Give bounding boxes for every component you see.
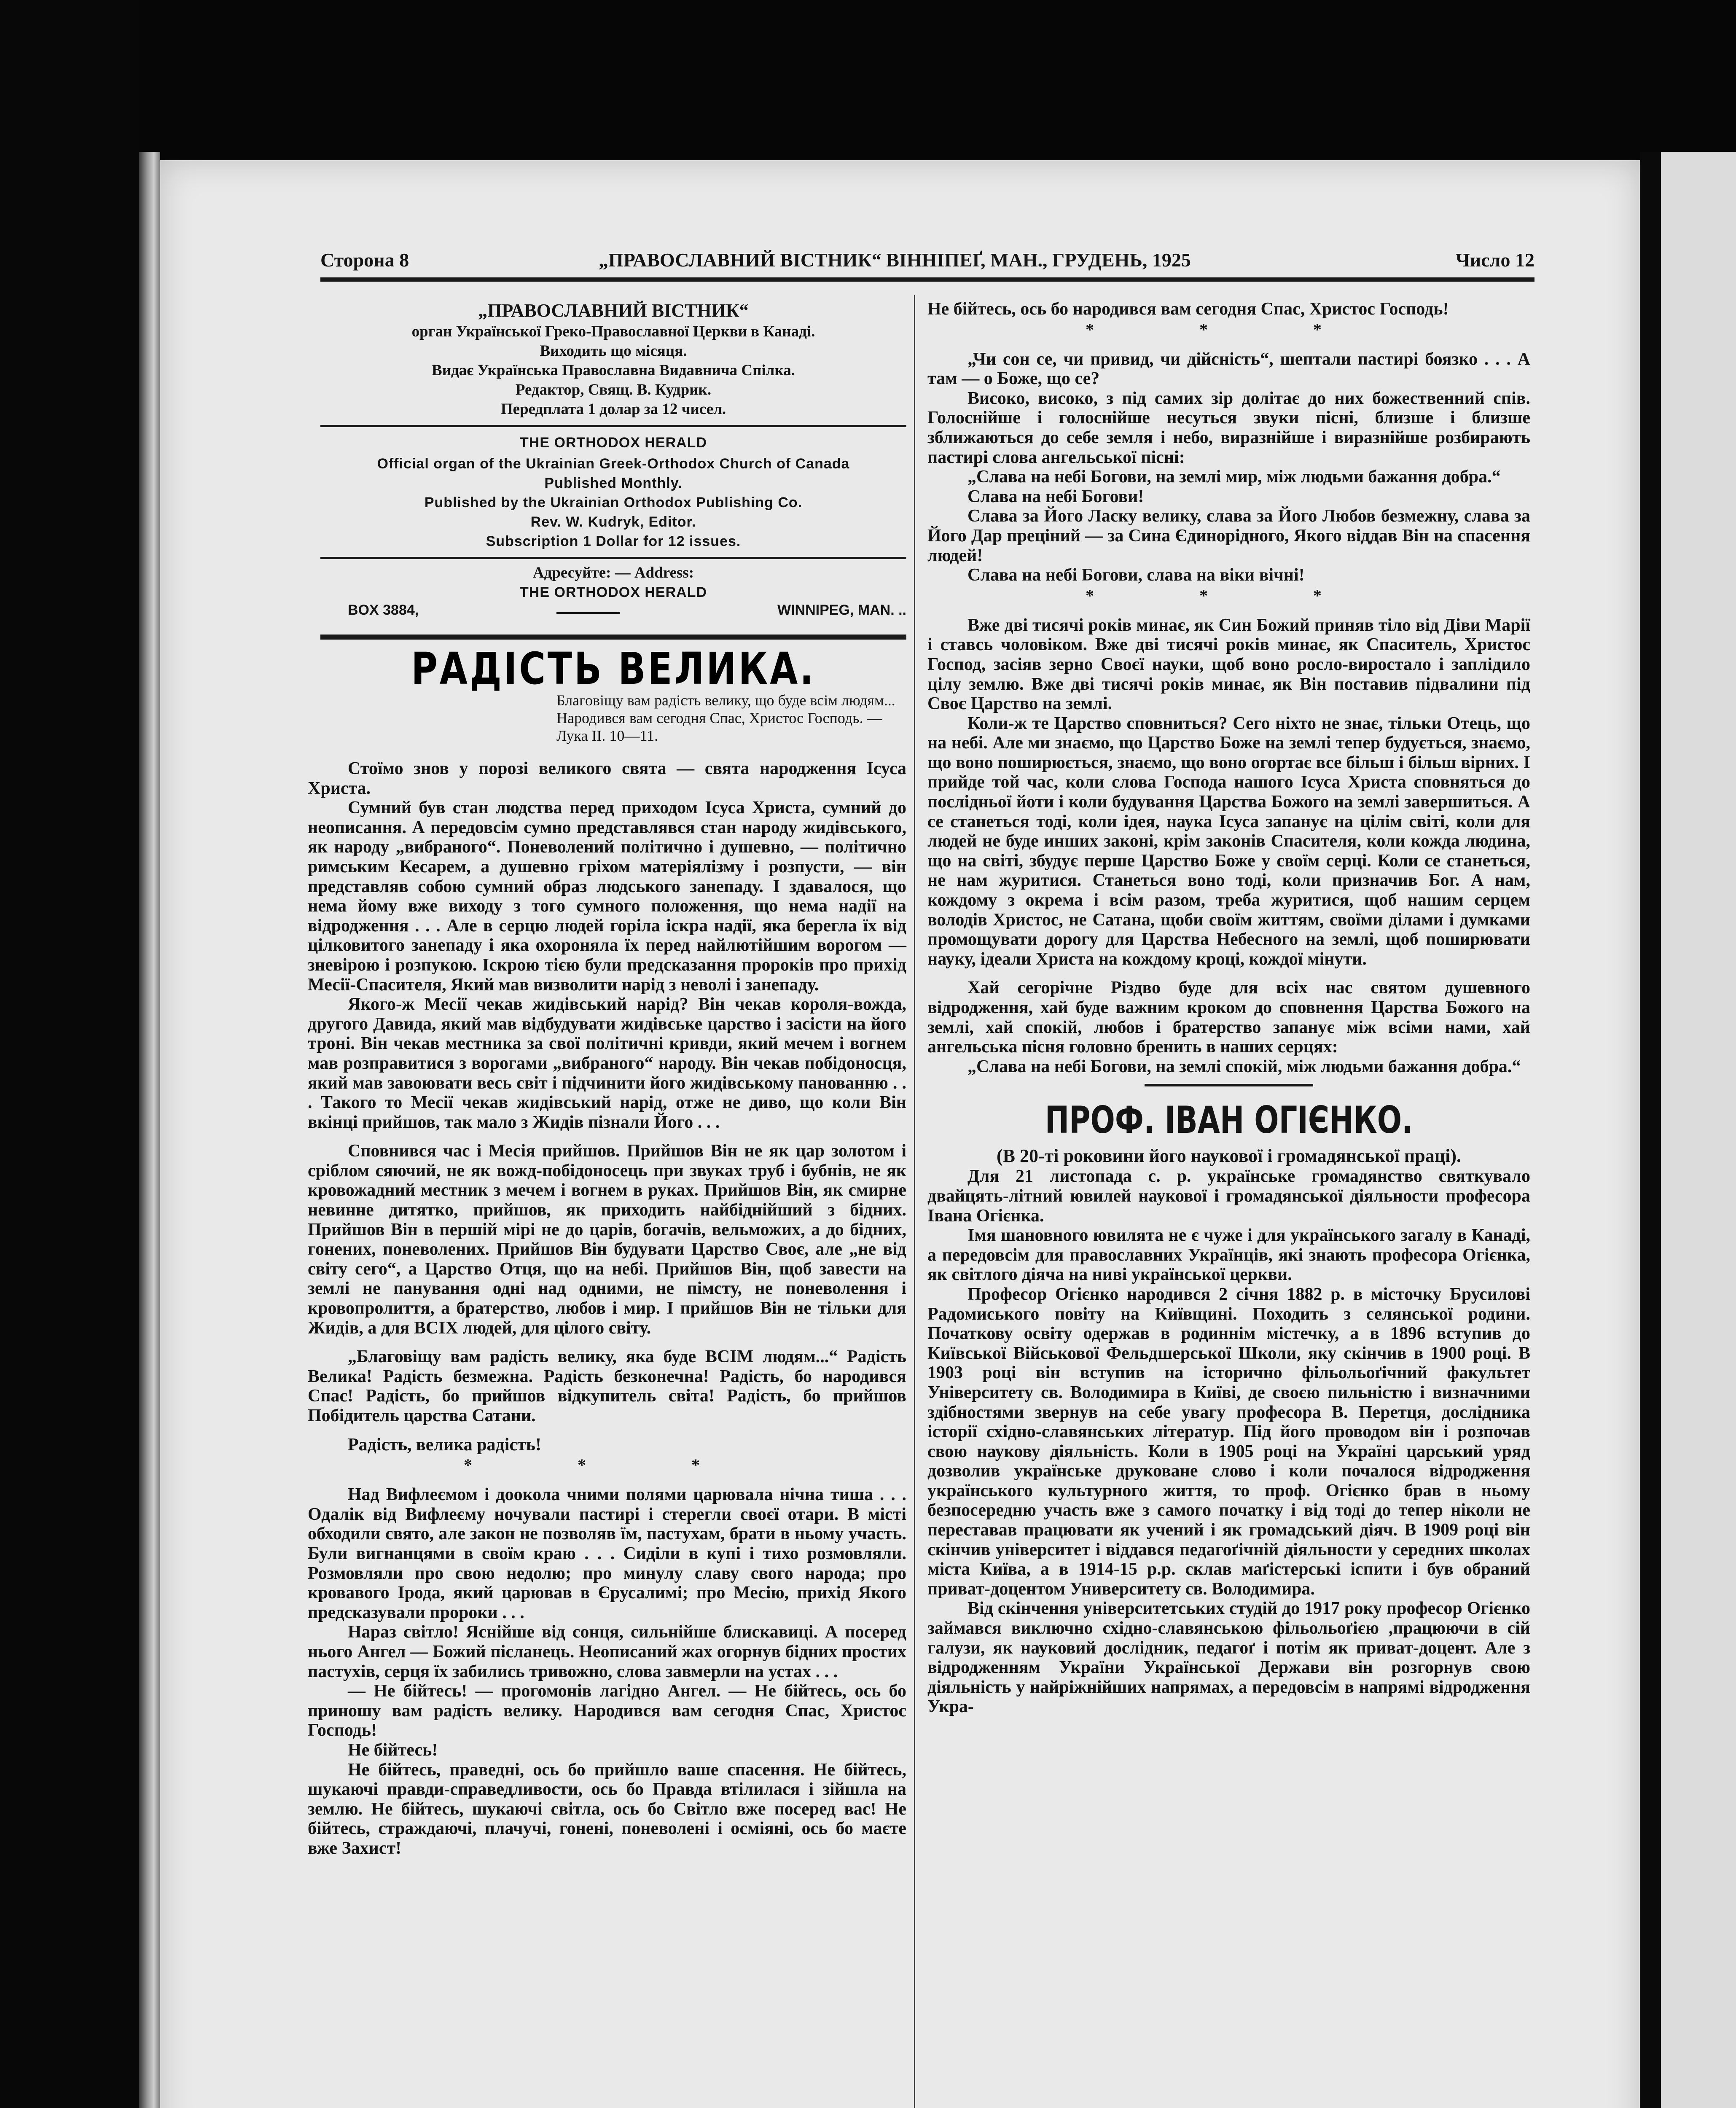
paragraph: „Слава на небі Богови, на землі мир, між людьми бажання добра.“ xyxy=(967,467,1501,487)
masthead-en-line: Published by the Ukrainian Orthodox Publishing Co. xyxy=(424,495,803,511)
masthead-en-title: THE ORTHODOX HERALD xyxy=(520,435,707,451)
address-city: WINNIPEG, MAN. .. xyxy=(777,602,906,618)
paragraph: Нараз світло! Яснійше від сонця, сильнійше блискавиці. А посеред нього Ангел — Божий післанець. Неописаний жах огорнув бідних простих пастухів, серця їх забились тривожно, слова завмерли на устах . . . xyxy=(308,1622,906,1681)
issue-number: Число 12 xyxy=(1456,249,1534,271)
masthead-en-line: Subscription 1 Dollar for 12 issues. xyxy=(486,533,741,549)
paragraph: Професор Огієнко народився 2 січня 1882 р. в місточку Брусилові Радомиського повіту на Київщині. Походить з селянської родини. Початкову освіту одержав в родиннім містечку, а в 1896 вступив до Київської Військової Фельдшерської Школи, яку скінчив в 1900 році. В 1903 році він вступив на історично фільольоґічний факультет Університету св. Володимира в Київі, де своєю пильністю і визначними здібностями звернув на себе увагу професора В. Перетця, дослідника історії східно-славянських літератур. Під його проводом він і розпочав свою наукову діяльність. Коли в 1905 році на Україні царський уряд дозволив українське друковане слово і коли почалося відродження українського культурного життя, то проф. Огієнко брав в ньому безпосередню участь вже з самого початку і від тоді до тепер ніколи не переставав працювати як учений і як громадський діяч. В 1909 році він скінчив університет і віддався педагоґічній діяльности у середних школах міста Київа, а в 1914-15 р.р. склав маґістерські іспити і був обраний приват-доцентом Университету св. Володимира. xyxy=(927,1284,1530,1599)
article-separator xyxy=(1145,1084,1313,1086)
masthead-ua-line: Виходить що місяця. xyxy=(540,342,687,360)
paragraph: Сповнився час і Месія прийшов. Прийшов Він не як цар золотом і сріблом сяючий, не як вожд-побідоносець при звуках труб і бубнів, не як кровожадний местник з мечем і вогнем в руках. Прийшов Він, як смирне невинне дитятко, прийшов, як приходить найбіднійший з бідних. Прийшов Він в першій мірі не до царів, богачів, вельможих, а до бідних, гонених, поневолених. Прийшов Він будувати Царство Своє, але „не від світу сего“, а Царство Отця, що на небі. Прийшов Він, щоб завести на землі не панування одні над одними, не пімсту, не поневолення і кровопролиття, а братерство, любов і мир. І прийшов Він не тільки для Жидів, а для ВСІХ людей, для цілого світу. xyxy=(308,1141,906,1338)
masthead-en-line: Official organ of the Ukrainian Greek-Orthodox Church of Canada xyxy=(377,456,850,472)
paragraph: Радість, велика радість! xyxy=(348,1435,541,1455)
box-number: BOX 3884, xyxy=(348,602,419,618)
next-page-edge xyxy=(1661,152,1736,2108)
right-column xyxy=(927,299,1530,1717)
paragraph: Слава на небі Богови, слава на віки вічні! xyxy=(967,565,1305,585)
masthead-ua-title: „ПРАВОСЛАВНИЙ ВІСТНИК“ xyxy=(478,300,749,321)
paragraph: Над Вифлеємом і доокола чними полями царювала нічна тиша . . . Одалік від Вифлеєму ночували пастирі і стерегли своєї отари. В місті обходили свято, але закон не позволяв їм, пастухам, брати в ньому участь. Були вигнанцями в своїм краю . . . Сиділи в купі і тихо розмовляли. Розмовляли про свою недолю; про минулу славу свого народа; про кровавого Ірода, який царював в Єрусалимі; про Месію, прихід Якого предсказували пророки . . . xyxy=(308,1485,906,1622)
masthead-ua-line: Редактор, Свящ. В. Кудрик. xyxy=(515,381,712,398)
ogienko-headline: ПРОФ. ІВАН ОГІЄНКО. xyxy=(1045,1098,1413,1142)
masthead-rule xyxy=(320,425,906,427)
paragraph: — Не бійтесь! — прогомонів лагідно Ангел. — Не бійтесь, ось бо приношу вам радість велику. Народився вам сегодня Спас, Христос Господь! xyxy=(308,1681,906,1740)
paragraph: Якого-ж Месії чекав жидівський нарід? Він чекав короля-вожда, другого Давида, який мав відбудувати жидівське царство і засісти на його троні. Він чекав местника за свої політичні кривди, який мечем і вогнем мав розправитися з ворогами „вибраного“ народу. Він чекав побідоносця, який мав завоювати весь світ і підчинити його жидівському панованню . . . Такого то Месії чекав жидівський нарід, отже не диво, що коли Він вкінці прийшов, так мало з Жидів пізнали Його . . . xyxy=(308,995,906,1132)
address-name: THE ORTHODOX HERALD xyxy=(520,584,707,600)
page-gap xyxy=(1640,152,1661,2108)
paragraph: Коли-ж те Царство сповниться? Сего ніхто не знає, тільки Отець, що на небі. Але ми знаємо, що Царство Боже на землі тепер будується, знаємо, що воно поширюється, знаємо, що воно огортає все більш і більш вірних. І прийде той час, коли слова Господа нашого Ісуса Христа сповняться до послідньої йоти і коли будування Царства Божого на землі завершиться. А се станеться тоді, коли ідея, наука Ісуса запанує на цілім світі, коли для людей не буде инших законі, крім законів Спасителя, коли кожда людина, що на світі, збудує перше Царство Боже у своїм серці. Коли се станеться, не нам журитися. Станеться воно тоді, коли призначив Бог. А нам, кождому з окрема і всім разом, треба журитися, щоб нашим серцем володів Христос, не Сатана, щоби своїм життям, своїми ділами і думками промощувати дорогу для Царства Небесного на землі, щоб поширювати науку, ідеали Христа на кождому кроці, кождої мінути. xyxy=(927,713,1530,969)
section-stars: * * * xyxy=(1086,586,1372,605)
section-stars: * * * xyxy=(464,1455,750,1475)
ogienko-subtitle: (В 20-ті роковини його наукової і громадянської праці). xyxy=(997,1145,1461,1167)
address-dash xyxy=(556,612,620,614)
masthead-bottom-rule xyxy=(320,635,906,640)
paragraph: Хай сегорічне Різдво буде для всіх нас святом душевного відродження, хай буде важним кроком до сповнення Царства Божого на землі, хай спокій, любов і братерство запанує між всіми нами, хай ангельська пісня головно бренить в наших серцях: xyxy=(927,978,1530,1057)
epigraph: Благовіщу вам радість велику, що буде всім людям... Народився вам сегодня Спас, Христос Господь. — Лука II. 10—11. xyxy=(556,692,895,744)
article-headline: РАДІСТЬ ВЕЛИКА. xyxy=(411,643,816,694)
paragraph: Високо, високо, з під самих зір долітає до них божественний спів. Голоснійше і голоснійше несуться звуки пісні, близше і близше зближаються до себе земля і небо, виразнійше і виразнійше розбирають пастирі слова ангельської пісні: xyxy=(927,388,1530,467)
masthead-en-line: Rev. W. Kudryk, Editor. xyxy=(530,514,696,530)
paragraph: Сумний був стан людства перед приходом Ісуса Христа, сумний до неописання. А передовсім сумно представлявся стан народу жидівського, як народу „вибраного“. Поневолений політично і душевно, — політично римським Кесарем, а душевно гріхом матеріялізму і розпусти, — він представляв собою сумний образ людського занепаду. І здавалося, що нема йому вже виходу з того сумного положення, що нема надії на відродження . . . Але в серцю людей горіла іскра надії, яка берегла їх від цілковитого занепаду і яка охороняла їх перед найлютійшим ворогом — зневірою і розпукою. Іскрою тією були предсказання пророків про прихід Месії-Спасителя, Який мав визволити нарід з неволі і занепаду. xyxy=(308,798,906,995)
left-column xyxy=(308,759,906,1858)
newspaper-title-date: „ПРАВОСЛАВНИЙ ВІСТНИК“ ВІННІПЕҐ, МАН., ГРУДЕНЬ, 1925 xyxy=(599,249,1191,271)
paragraph: Для 21 листопада с. р. українське громадянство святкувало двайцять-літний ювилей наукової і громадянської діяльности професора Івана Огієнка. xyxy=(927,1167,1530,1226)
paragraph: „Благовіщу вам радість велику, яка буде ВСІМ людям...“ Радість Велика! Радість безмежна. Радість безконечна! Радість, бо народився Спас! Радість, бо прийшов відкупитель світа! Радість, бо прийшов Побідитель царства Сатани. xyxy=(308,1347,906,1425)
paragraph: Не бійтесь, ось бо народився вам сегодня Спас, Христос Господь! xyxy=(927,299,1449,319)
header-rule xyxy=(320,277,1534,282)
paragraph: „Чи сон се, чи привид, чи дійсність“, шептали пастирі боязко . . . А там — о Боже, що се? xyxy=(927,349,1530,389)
masthead-ua-line: Передплата 1 долар за 12 чисел. xyxy=(500,401,726,418)
column-divider xyxy=(914,295,915,2108)
paragraph: Стоїмо знов у порозі великого свята — свята народження Ісуса Христа. xyxy=(308,759,906,798)
masthead-rule xyxy=(320,557,906,559)
paragraph: Імя шановного ювилята не є чуже і для українського загалу в Канаді, а передовсім для православних Українців, які знають професора Огієнка, як світлого діяча на ниві української церкви. xyxy=(927,1226,1530,1285)
page-edge xyxy=(139,152,160,2108)
book-binding-shadow xyxy=(0,0,139,2108)
masthead-ua-line: Видає Українська Православна Видавнича Спілка. xyxy=(432,362,795,379)
masthead-en-line: Published Monthly. xyxy=(544,475,683,491)
address-row xyxy=(320,602,906,623)
section-stars: * * * xyxy=(1086,320,1372,339)
paragraph: Слава на небі Богови! xyxy=(967,487,1144,506)
paragraph: Слава за Його Ласку велику, слава за Його Любов безмежну, слава за Його Дар преціний — за Сина Єдинорідного, Якого віддав Він на спасення людей! xyxy=(927,506,1530,565)
paragraph: Вже дві тисячі років минає, як Син Божий приняв тіло від Діви Марії і ставсь чоловіком. Вже дві тисячі років минає, як Спаситель, Христос Господ, засіяв зерно Своєї науки, щоб воно росло-виростало і заплідило цілу землю. Вже дві тисячі років минає, як Він поставив підвалини під Своє Царство на землі. xyxy=(927,615,1530,714)
page-number: Сторона 8 xyxy=(320,249,409,271)
paragraph: Не бійтесь, праведні, ось бо прийшло ваше спасення. Не бійтесь, шукаючі правди-справедливости, ось бо Правда втілилася і зійшла на землю. Не бійтесь, шукаючі світла, ось бо Світло вже посеред вас! Не бійтесь, страждаючі, плачучі, гонені, поневолені і осміяні, ось бо маєте вже Захист! xyxy=(308,1760,906,1858)
masthead-ua-line: орган Української Греко-Православної Церкви в Канаді. xyxy=(411,323,815,340)
paragraph: Не бійтесь! xyxy=(348,1740,438,1760)
masthead xyxy=(320,299,906,623)
paragraph: Від скінчення університетських студій до 1917 року професор Огієнко займався виключно східно-славянською фільольоґією ,працюючи в сій галузи, як науковий дослідник, педагоґ і потім як приват-доцент. Але з відродженням України Української Держави він розгорнув свою діяльність у найріжнійших напрямах, а передовсім в напрямі відродження Укра- xyxy=(927,1599,1530,1717)
address-label: Адресуйте: — Address: xyxy=(532,564,694,581)
paragraph: „Слава на небі Богови, на землі спокій, між людьми бажання добра.“ xyxy=(967,1057,1521,1076)
running-header xyxy=(320,249,1534,274)
